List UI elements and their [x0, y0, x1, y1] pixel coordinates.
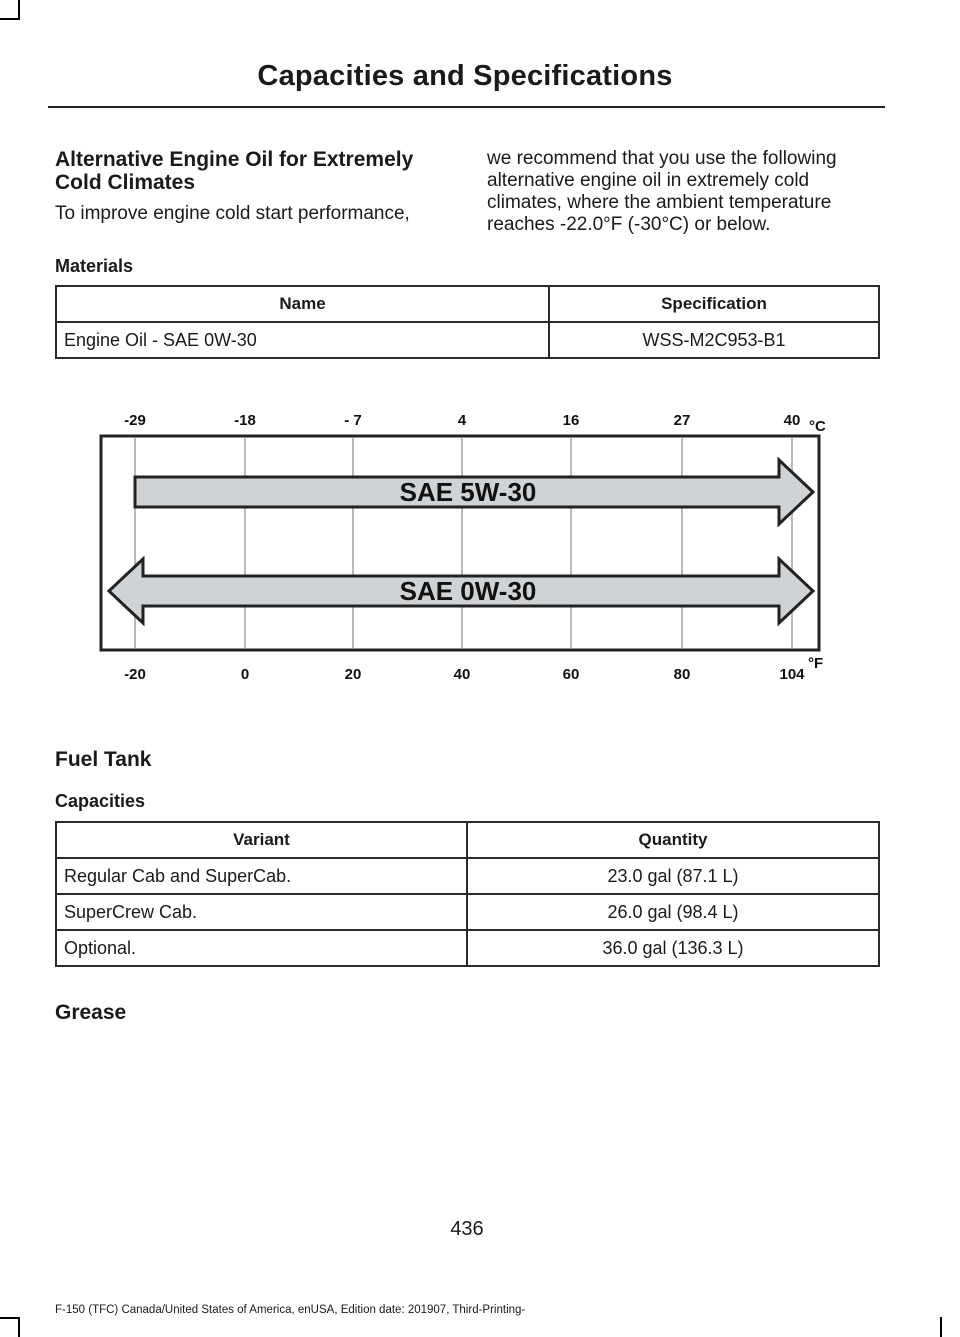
table-row — [56, 894, 879, 930]
fahrenheit-tick-label: 104 — [779, 666, 805, 683]
cell-quantity: 23.0 gal (87.1 L) — [467, 858, 879, 894]
fuel-tank-heading: Fuel Tank — [55, 748, 152, 771]
table-row — [56, 322, 879, 358]
fahrenheit-tick-label: 60 — [562, 666, 580, 683]
table-header-row — [56, 822, 879, 858]
page-number: 436 — [450, 1218, 484, 1240]
cell-quantity: 26.0 gal (98.4 L) — [467, 894, 879, 930]
crop-mark — [940, 1317, 942, 1337]
celsius-tick-label: - 7 — [344, 412, 362, 429]
celsius-tick-label: 40 — [783, 412, 801, 429]
celsius-tick-label: 16 — [562, 412, 580, 429]
body-paragraph-right: we recommend that you use the following alternative engine oil in extremely cold climates, where the ambient temperature reaches -22.0°F (-30°C) or below. — [487, 148, 837, 235]
page-title: Capacities and Specifications — [257, 60, 673, 92]
oil-temperature-chart — [95, 398, 840, 690]
column-header-name: Name — [56, 286, 549, 322]
materials-table — [55, 285, 880, 359]
cell-variant: Optional. — [56, 930, 467, 966]
fahrenheit-tick-label: -20 — [124, 666, 146, 683]
fuel-capacity-table — [55, 821, 880, 967]
cell-variant: Regular Cab and SuperCab. — [56, 858, 467, 894]
page-footer: F-150 (TFC) Canada/United States of America, enUSA, Edition date: 201907, Third-Printing- — [55, 1304, 526, 1316]
celsius-tick-label: -18 — [234, 412, 256, 429]
cell-quantity: 36.0 gal (136.3 L) — [467, 930, 879, 966]
oil-grade-label: SAE 5W-30 — [399, 477, 537, 507]
column-header-quantity: Quantity — [467, 822, 879, 858]
crop-mark — [18, 0, 20, 20]
grease-heading: Grease — [55, 1001, 127, 1024]
column-header-specification: Specification — [549, 286, 879, 322]
oil-grade-label: SAE 0W-30 — [399, 576, 537, 606]
fahrenheit-tick-label: 20 — [344, 666, 362, 683]
fahrenheit-tick-label: 40 — [453, 666, 471, 683]
title-divider — [48, 106, 885, 108]
chart-frame — [101, 436, 819, 650]
celsius-tick-label: 4 — [457, 412, 467, 429]
section-heading: Alternative Engine Oil for Extremely Cold Climates — [55, 148, 414, 194]
fahrenheit-tick-label: 0 — [240, 666, 250, 683]
body-paragraph-left: To improve engine cold start performance, — [55, 203, 410, 224]
crop-mark — [0, 18, 20, 20]
column-header-variant: Variant — [56, 822, 467, 858]
cell-specification: WSS-M2C953-B1 — [549, 322, 879, 358]
table-row — [56, 930, 879, 966]
table-header-row — [56, 286, 879, 322]
table-row — [56, 858, 879, 894]
materials-heading: Materials — [55, 256, 134, 276]
fahrenheit-unit-label: °F — [808, 655, 824, 672]
capacities-heading: Capacities — [55, 791, 146, 811]
crop-mark — [18, 1317, 20, 1337]
cell-variant: SuperCrew Cab. — [56, 894, 467, 930]
celsius-unit-label: °C — [809, 418, 826, 435]
crop-mark — [0, 1317, 20, 1319]
celsius-tick-label: 27 — [673, 412, 691, 429]
celsius-tick-label: -29 — [124, 412, 146, 429]
cell-name: Engine Oil - SAE 0W-30 — [56, 322, 549, 358]
fahrenheit-tick-label: 80 — [673, 666, 691, 683]
